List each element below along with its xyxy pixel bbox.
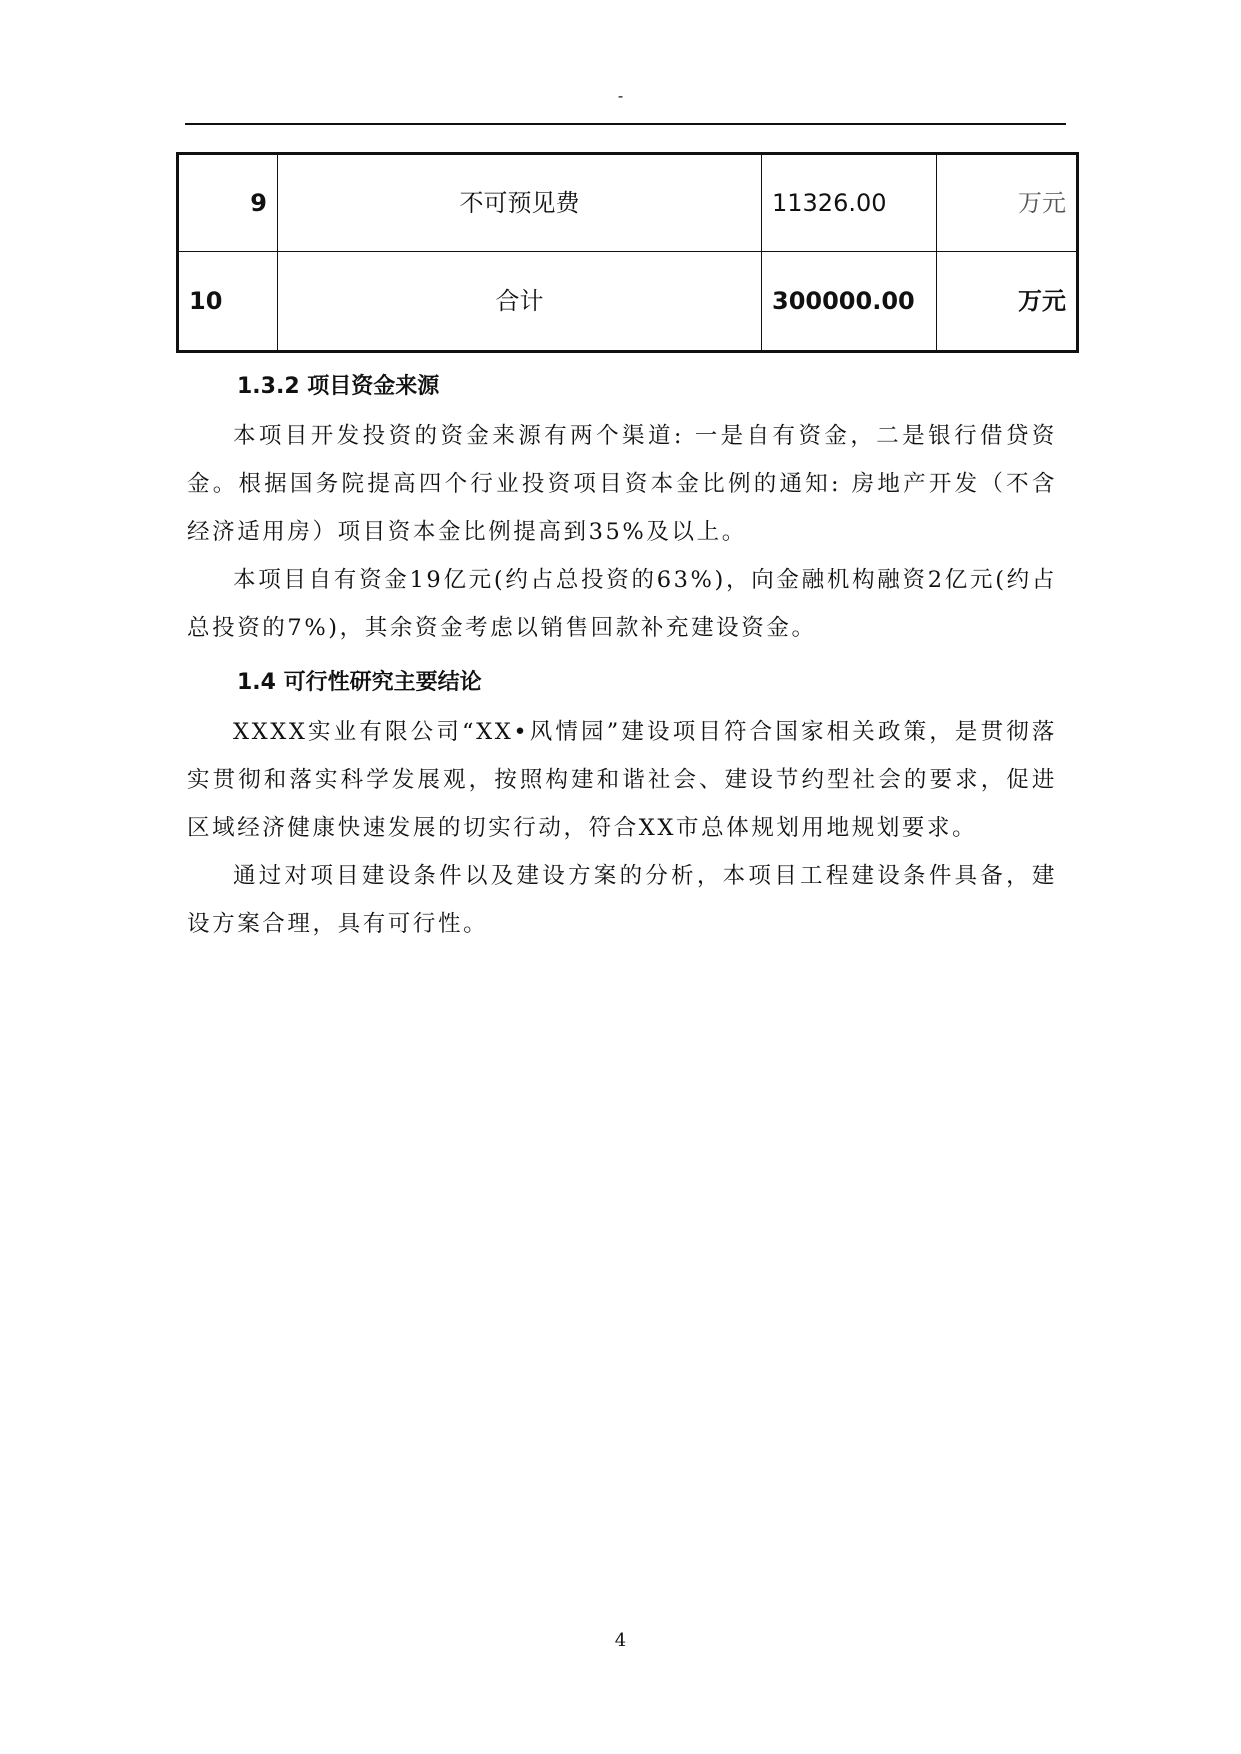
- section-heading: 1.3.2 项目资金来源: [237, 374, 440, 399]
- row-item-name: 合计: [278, 252, 762, 352]
- row-unit: 万元: [937, 252, 1078, 352]
- section-conclusions: [187, 658, 1057, 948]
- row-number: 9: [178, 154, 278, 252]
- section-funding-sources: [187, 362, 1057, 652]
- header-rule: [185, 123, 1066, 125]
- table-row: [178, 154, 1078, 252]
- paragraph: XXXX实业有限公司“XX•风情园”建设项目符合国家相关政策，是贯彻落实贯彻和落实科学发展观，按照构建和谐社会、建设节约型社会的要求，促进区域经济健康快速发展的切实行动，符合XX市总体规划用地规划要求。: [187, 719, 1057, 841]
- row-amount: 300000.00: [762, 252, 937, 352]
- header-mark: -: [617, 88, 624, 105]
- row-unit: 万元: [937, 154, 1078, 252]
- row-amount: 11326.00: [762, 154, 937, 252]
- row-number: 10: [178, 252, 278, 352]
- paragraph: 本项目开发投资的资金来源有两个渠道: 一是自有资金，二是银行借贷资金。根据国务院提高四个行业投资项目资本金比例的通知: 房地产开发（不含经济适用房）项目资本金比例提高到35%及以上。: [187, 423, 1057, 545]
- page-number: 4: [614, 1630, 627, 1651]
- row-item-name: 不可预见费: [278, 154, 762, 252]
- section-heading: 1.4 可行性研究主要结论: [237, 670, 482, 695]
- paragraph: 通过对项目建设条件以及建设方案的分析，本项目工程建设条件具备，建设方案合理，具有可行性。: [187, 863, 1057, 937]
- cost-table: [176, 152, 1079, 353]
- paragraph: 本项目自有资金19亿元(约占总投资的63%)，向金融机构融资2亿元(约占总投资的7%)，其余资金考虑以销售回款补充建设资金。: [187, 567, 1057, 641]
- table-row: [178, 252, 1078, 352]
